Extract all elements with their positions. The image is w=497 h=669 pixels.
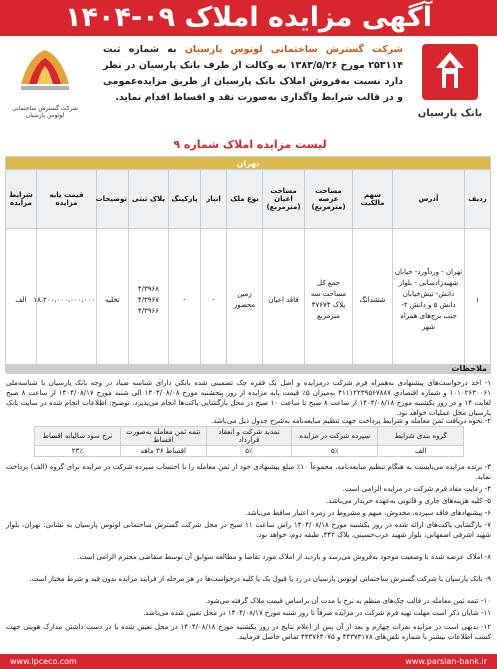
cell-building-area: فاقد اعیان [263, 229, 305, 372]
cell-address: تهران - وردآورد- خیابان شهید‌زادسانی - بلوار دانش- تیش‌خیابان دانش ۵ و دانش ۲- جنب برج‌های همراه شهر [393, 229, 465, 372]
remark-12: ۱۲- بدیهی است در مزایده نفرات چهارم و بعد از آن پس از اعلام نتایج در روز یکشنبه مورخ ۱۴۰۴/۰۸/۱۸ در محل تعیین شده با در دست داشتن مدارک هویتی جهت کسب اطلاعات بیشتر با شماره تلفن‌های ۴۴۳۷۳۱۷۸ و ۴۴۳۷۶۳۰۷۵ تماس حاصل فرمایید. [6, 623, 491, 641]
remark-11: ۱۱- شایان ذکر است مهلت تهیه فرم شرکت در مزایده صرفاً تا روز شنبه مورخ ۱۴۰۴/۰۸/۱۷ در محل تعیین شده می‌باشد. [143, 609, 491, 617]
remark-3: ۳- برنده مزایده می‌بایست به هنگام تنظیم مبایعه‌نامه، مجموعاً ۱۰٪ مبلغ پیشنهادی خود از ثمن معامله را با احتساب سپرده شرکت در مزایده برای گروه (الف) پرداخت نماید. [6, 463, 491, 481]
col-header: آدرس [393, 170, 465, 229]
cell-storage: - [201, 229, 227, 372]
cell-terms: الف [5, 229, 36, 372]
payment-terms-table [34, 426, 464, 457]
mini-cell: ۵٪ [292, 446, 378, 457]
remark-7: ۷- بازگشایی پاکت‌های ارائه شده در روز یکشنبه مورخ ۱۴۰۴/۰۸/۱۸ راس ساعت ۱۱ صبح در محل شرکت گسترش ساختمانی لوتوس پارسیان به نشانی: تهران، بلوار شهید اشرفی اصفهانی، بلوار شهید عرب‌حسینی، پلاک ۳۴۲، طبقه دوم، خواهد بود. [6, 521, 491, 539]
mini-cell: ۲۳٪ [35, 446, 121, 457]
cell-notes: تخلیه [97, 229, 129, 372]
header [0, 36, 497, 152]
mini-header: تمدید شرکت و انعقاد قرارداد [206, 427, 292, 446]
remark-6: ۶- پیشنهادهای فاقد سپرده، مخدوش، مبهم و مشروط در زمره اعتبار ساقط می‌باشد. [245, 509, 491, 517]
col-header: انبار [201, 170, 227, 229]
col-header: شرایط مزایده [5, 170, 36, 229]
col-header: پارکینگ [169, 170, 201, 229]
col-header: قیمت پایه مزایده [37, 170, 97, 229]
intro-company: شرکت گسترش ساختمانی لوتوس پارسیان [184, 44, 403, 55]
remark-10: ۱۰- تتمه ثمن معامله در قالب چک‌های منظم به نرخ با مدت آن براساس قیمت ملاک گرفته می‌شود. [204, 597, 491, 605]
cell-parking: - [169, 229, 201, 372]
property-table [6, 156, 491, 372]
cell-share: ششدانگ [353, 229, 393, 372]
remark-2: ۲- نحوه دریافت ثمن معامله و شرایط پرداخت جهت تنظیم مبایعه‌نامه به‌شرح جدول ذیل می‌باشد. [211, 417, 491, 425]
company-website-link[interactable]: www.lpceco.com [10, 657, 77, 666]
cell-base-price: ۱۸،۲۰۰،۰۰۰،۰۰۰،۰۰۰ [37, 229, 97, 372]
remark-1 [6, 378, 491, 418]
bank-logo-text: بانک پارسیان [417, 108, 483, 119]
mini-header: سپرده شرکت در مزایده [292, 427, 378, 446]
remark-1b-text: توضیح: اطلاعات انجام شده در سایت بانک پارسیان محل عملیات خواهد بود. [6, 399, 491, 417]
bank-website-link[interactable]: www.parsian-bank.ir [405, 657, 487, 666]
list-title: لیست مزایده املاک شماره ۹ [173, 138, 327, 151]
cell-plaque: ۴/۳۹۶۸ ۴/۳۹۶۷ ۴/۳۹۶۶ [129, 229, 169, 372]
mini-header: تتمه ثمن معامله به‌صورت اقساط [120, 427, 206, 446]
col-header: مساحت اعیان (مترمربع) [263, 170, 305, 229]
col-header: نوع ملک [227, 170, 263, 229]
col-header: مساحت عرصه (مترمربع) [305, 170, 353, 229]
remark-9: ۹- بانک پارسیان با شرکت گسترش ساختمانی لوتوس پارسیان در رد یا قبول یک یا کلیه درخواست‌ها در هر مرحله از فرایند مزایده بدون قید و شرط مختار است. [29, 575, 491, 583]
ad-title: آگهی مزایده املاک ۰۹-۱۴۰۴ [0, 0, 497, 36]
bank-logo [409, 42, 491, 119]
mini-cell: ۵٪ [206, 446, 292, 457]
mini-cell: الف [378, 446, 464, 457]
cell-index: ۱ [465, 229, 491, 372]
col-header: ردیف [465, 170, 491, 229]
mini-header: نرخ سود سالیانه اقساط [35, 427, 121, 446]
mini-cell: اقساط ۳۶ ماهه [120, 446, 206, 457]
table-row [5, 229, 490, 372]
remarks-title: ملاحظات [6, 364, 491, 374]
footer [0, 654, 497, 669]
intro-paragraph [103, 42, 403, 106]
company-logo-text: شرکت گسترش ساختمانی لوتوس پارسیان [12, 105, 78, 119]
table-row [35, 446, 464, 457]
remark-8: ۸- املاک عرضه شده با وضعیت موجود به‌فروش می‌رسد و بازدید از املاک مورد تقاضا و مطالعه سوابق آن توسط متقاضی محترم الزامی است. [77, 553, 491, 561]
lotus-logo-icon [13, 44, 77, 98]
cell-land-area: جمع کل مساحت سه پلاک ۴۷۶۷۴ مترمربع [305, 229, 353, 372]
col-header: توضیحات [97, 170, 129, 229]
parsian-bank-logo-icon [420, 42, 480, 102]
remark-5: ۵- کلیه هزینه‌های جاری و قانونی به‌عهده خریدار می‌باشد. [326, 497, 491, 505]
cell-property-type: زمین محصور [227, 229, 263, 372]
remark-1-text: ۱- اخذ درخواست‌های پیشنهادی به‌همراه فرم شرکت درمزایده و اصل یک فقره چک تضمینی شده بانکی دارای شناسه صیاد در وجه بانک پارسیان با شناسه‌ملی ۱۰۱۰۲۶۳۰۰۶۱ و شماره اقتصادی ۴۱۱۱۲۲۳۹۵۶۷۸۸۷ به‌میزان ۵٪ قیمت پایه مزایده از روز پنجشنبه مورخ ۱۴۰۴/۰۸/۰۸ الی شنبه مورخ ۱۴۰۴/۰۸/۱۷ از ساعت ۸ صبح لغایت ۱۴ و در روز یکشنبه مورخ ۱۴۰۴/۰۸/۱۸ از ساعت ۸ صبح تا ساعت ۱۰ صبح در محل بازگشایی پاکت‌ها انجام می‌پذیرد. [6, 379, 492, 407]
company-logo [4, 44, 86, 119]
region-label: تهران [5, 157, 490, 170]
remark-4: ۴- رعایت مفاد فرم شرکت در مزایده الزامی است. [342, 485, 491, 493]
intro-body: به شماره ثبت ۲۵۳۱۱۴ مورخ ۱۳۸۳/۵/۲۶ به وکالت از طرف بانک پارسیان در نظر دارد نسبت به‌فروش املاک بانک پارسیان از طریق مزایده‌عمومی و در قالب شرایط واگذاری به‌صورت نقد و اقساط اقدام نماید. [103, 44, 403, 103]
col-header: سهم مالکیت [353, 170, 393, 229]
mini-header: گروه بندی شرایط [378, 427, 464, 446]
col-header: پلاک ثبتی [129, 170, 169, 229]
